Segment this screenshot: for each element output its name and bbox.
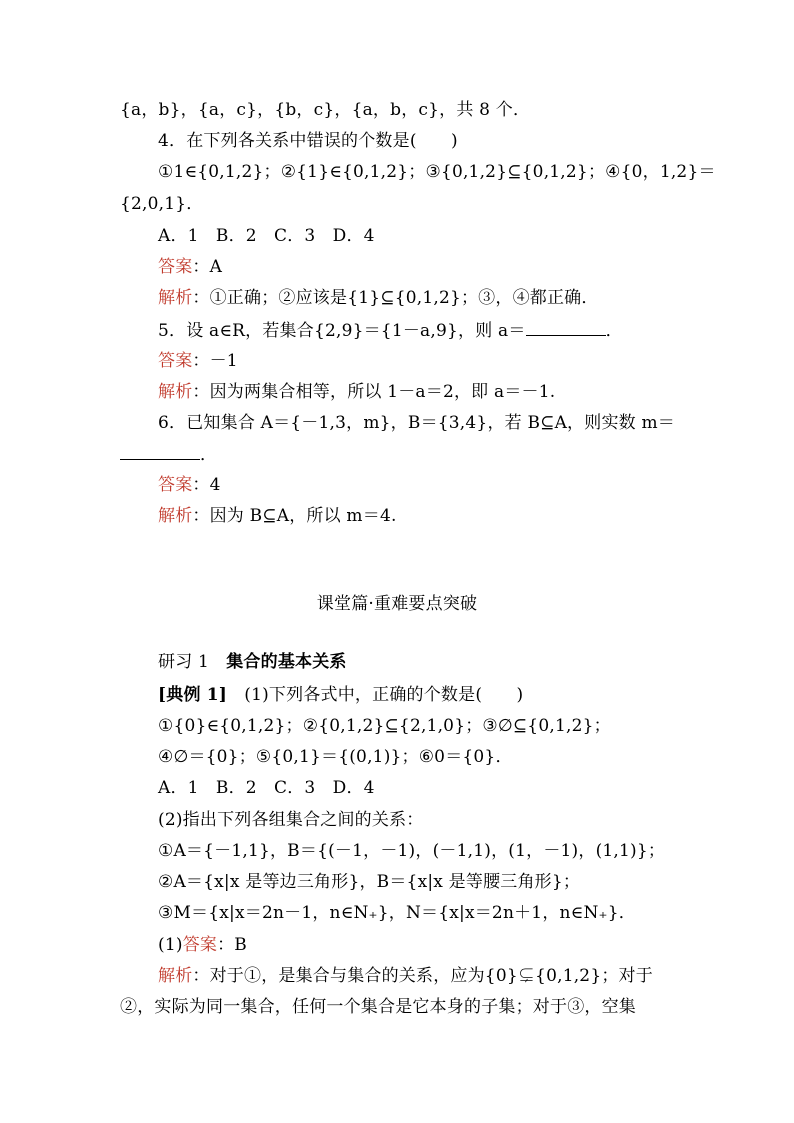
explanation-text: ：①正确；②应该是{1}⊆{0,1,2}；③，④都正确． (192, 288, 599, 308)
example-1-choices: A．1 B．2 C．3 D．4 (158, 778, 375, 798)
answer-value: ：A (192, 257, 223, 277)
answer-blank (120, 443, 200, 460)
example-1-explanation (158, 965, 653, 987)
explanation-text: ：因为两集合相等，所以 1－a＝2，即 a＝－1. (192, 382, 556, 402)
example-1-set-pair-1: ①A＝{－1,1}，B＝{(－1，－1)，(－1,1)，(1，－1)，(1,1)}； (158, 841, 666, 861)
study-heading (158, 651, 347, 673)
question-5 (158, 319, 623, 342)
question-5-end: ． (605, 321, 623, 341)
answer-label: 答案 (182, 935, 218, 955)
question-6-explanation (158, 505, 397, 527)
answer-value: ：B (217, 935, 247, 955)
explanation-label: 解析 (158, 966, 193, 986)
study-number: 研习 1 (158, 652, 227, 672)
question-5-explanation (158, 381, 555, 403)
example-1-options-cont: ④∅＝{0}；⑤{0,1}＝{(0,1)}；⑥0＝{0}． (158, 747, 513, 767)
example-label: [典例 1] (158, 685, 228, 705)
example-1-question-2: (2)指出下列各组集合之间的关系： (158, 810, 424, 830)
example-1-set-pair-2: ②A＝{x|x 是等边三角形}，B＝{x|x 是等腰三角形}； (158, 872, 581, 892)
explanation-label: 解析 (158, 382, 193, 402)
question-4-answer (158, 256, 222, 278)
question-4: 4．在下列各关系中错误的个数是( ) (158, 131, 458, 151)
example-question-text: (1)下列各式中，正确的个数是( ) (227, 685, 524, 705)
question-6-answer (158, 474, 221, 496)
question-4-explanation (158, 287, 599, 309)
section-title: 课堂篇·重难要点突破 (316, 594, 478, 614)
example-1-question-1 (158, 684, 523, 706)
answer-blank (526, 319, 606, 336)
question-4-choices: A．1 B．2 C．3 D．4 (158, 226, 375, 246)
answer-value: ：4 (192, 475, 221, 495)
example-1-explanation-cont: ②，实际为同一集合，任何一个集合是它本身的子集；对于③，空集 (120, 997, 636, 1017)
explanation-text: ：对于①，是集合与集合的关系，应为{0}⊊{0,1,2}；对于 (192, 966, 653, 986)
answer-part: (1) (158, 935, 183, 955)
question-4-options: ①1∈{0,1,2}；②{1}∈{0,1,2}；③{0,1,2}⊆{0,1,2}；④{0，1,2}＝ (158, 162, 716, 182)
explanation-label: 解析 (158, 288, 193, 308)
answer-label: 答案 (158, 351, 193, 371)
text-line: {a，b}，{a，c}，{b，c}，{a，b，c}，共 8 个． (120, 100, 531, 120)
explanation-label: 解析 (158, 506, 193, 526)
question-5-text: 5．设 a∈R，若集合{2,9}＝{1－a,9}，则 a＝ (158, 321, 526, 341)
question-4-options-cont: {2,0,1}． (120, 194, 204, 214)
answer-label: 答案 (158, 475, 193, 495)
answer-label: 答案 (158, 257, 193, 277)
answer-value: ：－1 (192, 351, 238, 371)
example-1-options: ①{0}∈{0,1,2}；②{0,1,2}⊆{2,1,0}；③∅⊆{0,1,2}； (158, 716, 611, 736)
example-1-set-pair-3: ③M＝{x|x＝2n－1，n∈N₊}，N＝{x|x＝2n＋1，n∈N₊}． (158, 903, 636, 923)
example-1-answer (158, 934, 247, 956)
question-6-end: ． (200, 445, 218, 465)
question-5-answer (158, 350, 238, 372)
study-title: 集合的基本关系 (226, 652, 347, 672)
explanation-text: ：因为 B⊆A，所以 m＝4. (192, 506, 397, 526)
question-6: 6．已知集合 A＝{－1,3，m}，B＝{3,4}，若 B⊆A，则实数 m＝ (158, 413, 675, 433)
question-6-blank-line (120, 443, 217, 466)
